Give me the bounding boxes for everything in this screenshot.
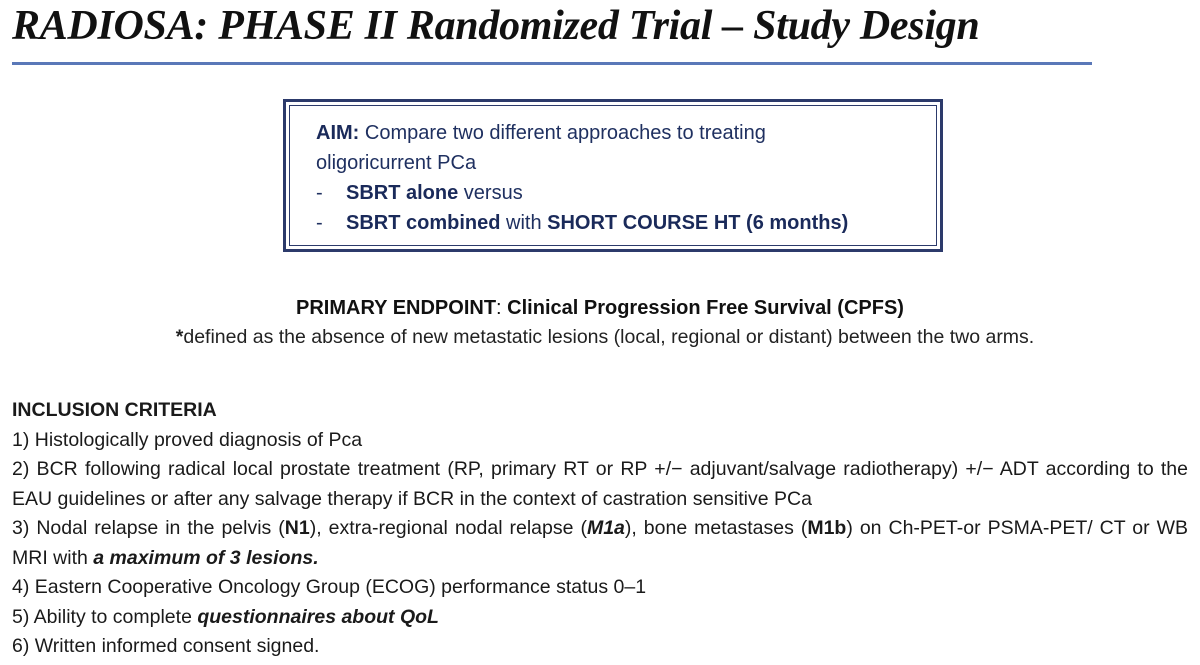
criteria-item-4: 4) Eastern Cooperative Oncology Group (ECOG) performance status 0–1	[12, 576, 647, 598]
endpoint-definition	[0, 323, 1200, 351]
aim-bullet-bold: SBRT combined	[346, 212, 501, 234]
aim-bullet-bold-2: SHORT COURSE HT (6 months)	[547, 212, 849, 234]
criteria-3-text-a: 3) Nodal relapse in the pelvis (	[12, 517, 285, 539]
endpoint-label: PRIMARY ENDPOINT	[296, 297, 497, 319]
stage-m1a: M1a	[586, 517, 625, 539]
bullet-dash: -	[316, 182, 323, 204]
aim-bullet-bold: SBRT alone	[346, 182, 459, 204]
inclusion-heading: INCLUSION CRITERIA	[12, 399, 217, 421]
criteria-3-text-b: ), extra-regional nodal relapse (	[309, 517, 587, 539]
criteria-item-6: 6) Written informed consent signed.	[12, 635, 320, 657]
aim-bullet-plain: with	[500, 212, 548, 234]
qol-emphasis: questionnaires about QoL	[197, 605, 439, 628]
stage-n1: N1	[284, 517, 310, 539]
endpoint-colon: :	[496, 297, 508, 319]
criteria-item-5	[12, 603, 1188, 633]
aim-box	[283, 99, 943, 252]
aim-bullet-text	[346, 178, 523, 208]
aim-bullet-text	[346, 208, 848, 238]
inclusion-criteria	[12, 396, 1188, 662]
aim-bullet-2	[316, 208, 912, 238]
primary-endpoint	[0, 294, 1200, 322]
aim-box-content	[289, 105, 937, 246]
criteria-3-text-d: ) on Ch-PET-or PSMA-PET/ CT or WB MRI with	[12, 517, 1189, 569]
criteria-item-1: 1) Histologically proved diagnosis of Pca	[12, 428, 363, 451]
stage-m1b: M1b	[807, 517, 847, 539]
endpoint-value: Clinical Progression Free Survival (CPFS)	[507, 297, 904, 319]
criteria-item-3	[12, 514, 1188, 573]
definition-text: defined as the absence of new metastatic lesions (local, regional or distant) between the two arms.	[183, 326, 1035, 348]
aim-text-1: Compare two different approaches to treating	[359, 122, 766, 144]
aim-bullet-plain: versus	[458, 182, 523, 204]
aim-text-2: oligoricurrent PCa	[316, 152, 477, 174]
aim-line-1	[316, 118, 912, 148]
criteria-5-text: 5) Ability to complete	[12, 605, 198, 628]
aim-bullet-1	[316, 178, 912, 208]
max-lesions-emphasis: a maximum of 3 lesions.	[93, 546, 319, 569]
aim-label: AIM:	[316, 122, 360, 144]
criteria-item-2: 2) BCR following radical local prostate treatment (RP, primary RT or RP +/− adjuvant/salvage radiotherapy) +/− ADT according to the EAU guidelines or after any salvage therapy if BCR in the context of castration sensitive PCa	[12, 458, 1188, 510]
title-underline	[12, 62, 1092, 65]
definition-star: *	[175, 326, 184, 348]
bullet-dash: -	[316, 212, 323, 234]
slide-title: RADIOSA: PHASE II Randomized Trial – Study Design	[12, 3, 980, 49]
criteria-3-text-c: ), bone metastases (	[624, 517, 808, 539]
